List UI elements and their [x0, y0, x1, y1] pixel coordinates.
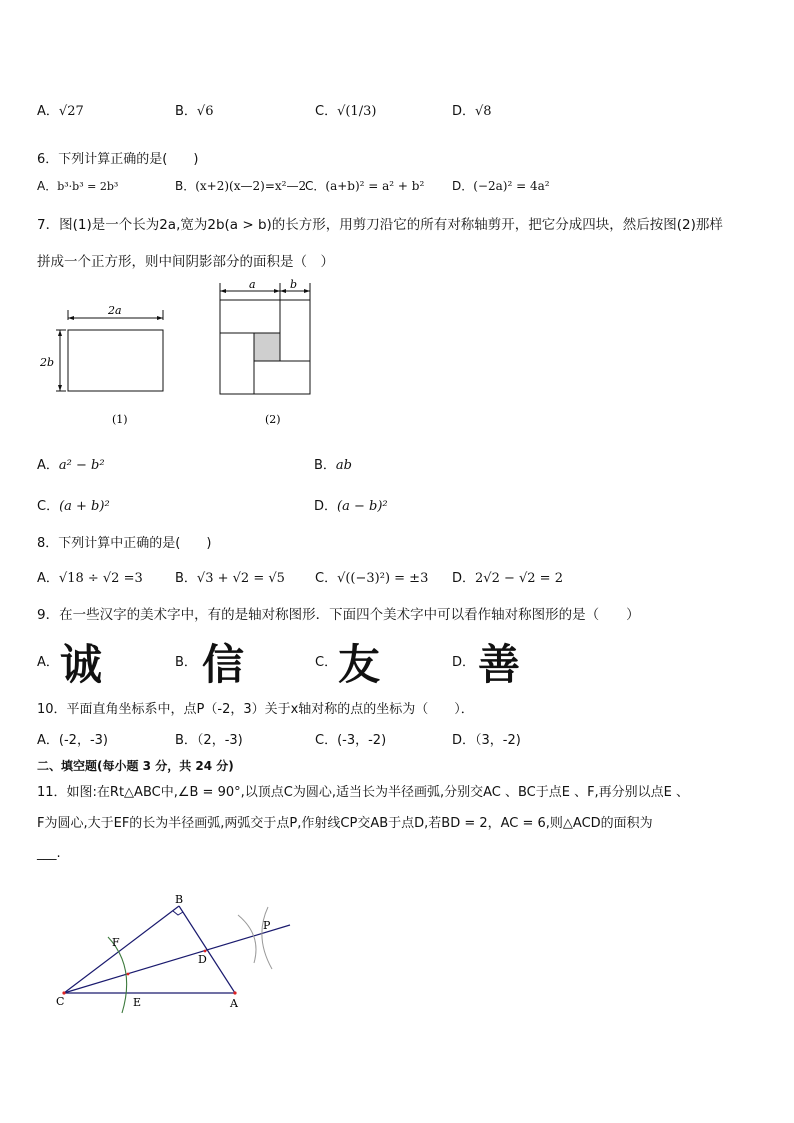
q9-option-c-char: 友 — [338, 640, 381, 689]
q11-fig-label-e: E — [133, 996, 142, 1009]
q5-option-a-math: √27 — [58, 104, 84, 119]
section-2-title: 二、填空题(每小题 3 分，共 24 分) — [37, 759, 234, 773]
fig1-top-label: 2a — [108, 304, 122, 317]
q7-stem-line1: 7．图(1)是一个长为2a,宽为2b(a > b)的长方形，用剪刀沿它的所有对称轴剪开，把它分成四块，然后按图(2)那样 — [37, 217, 723, 233]
q8-option-d: D．2√2 − √2 = 2 — [452, 571, 563, 586]
q5-option-b-math: √6 — [196, 104, 214, 119]
q8-option-c: C．√((−3)²) = ±3 — [315, 571, 429, 586]
q11-line1: 11．如图:在Rt△ABC中,∠B = 90°,以顶点C为圆心,适当长为半径画弧,分别交AC 、BC于点E 、F,再分别以点E 、 — [37, 785, 690, 800]
q11-fig-label-c: C — [56, 995, 65, 1008]
fig2-shaded-square — [254, 333, 280, 361]
q11-fig-label-a: A — [230, 997, 238, 1010]
q11-fig-label-b: B — [175, 893, 184, 906]
q11-figure — [40, 885, 310, 1025]
fig1-side-label: 2b — [40, 356, 55, 369]
q9-option-d-label: D． — [452, 655, 476, 670]
q9-option-b-label: B． — [175, 655, 197, 670]
q9-stem: 9．在一些汉字的美术字中，有的是轴对称图形．下面四个美术字中可以看作轴对称图形的是（ ） — [37, 607, 640, 623]
q6-option-c: C．(a+b)² = a² + b² — [305, 179, 425, 193]
fig2-label-a: a — [249, 278, 256, 291]
q10-option-a: A．(-2，-3) — [37, 733, 108, 748]
q11-line2: F为圆心,大于EF的长为半径画弧,两弧交于点P,作射线CP交AB于点D,若BD = 2，AC = 6,则△ACD的面积为 — [37, 816, 653, 831]
q5-option-a: A．√27 — [37, 104, 84, 119]
q11-fig-label-p: P — [263, 919, 271, 932]
q11-line3: ___. — [37, 846, 61, 861]
q11-fig-label-f: F — [112, 936, 120, 949]
q5-option-b: B．√6 — [175, 104, 214, 119]
q9-option-b-char: 信 — [202, 640, 245, 689]
q10-option-c: C．(-3，-2) — [315, 733, 387, 748]
q6-option-b: B．(x+2)(x—2)=x²—2 — [175, 179, 307, 193]
q9-option-a-char: 诚 — [60, 640, 103, 689]
q10-option-d: D．（3，-2) — [452, 733, 521, 748]
q7-option-b: B．ab — [314, 458, 352, 473]
q5-option-d: D．√8 — [452, 104, 492, 119]
q10-stem: 10．平面直角坐标系中，点P（-2，3）关于x轴对称的点的坐标为（ ）． — [37, 702, 474, 717]
q7-figure-1 — [36, 300, 176, 430]
q7-stem-line2: 拼成一个正方形，则中间阴影部分的面积是（ ） — [37, 254, 334, 270]
q9-option-d-char: 善 — [478, 640, 521, 689]
q6-option-a: A．b³·b³ = 2b³ — [37, 179, 119, 193]
fig2-caption: (2) — [265, 413, 281, 426]
q8-option-b: B．√3 + √2 = √5 — [175, 571, 285, 586]
q8-stem: 8．下列计算中正确的是( ) — [37, 536, 212, 551]
fig1-caption: (1) — [112, 413, 128, 426]
q7-option-d: D．(a − b)² — [314, 499, 388, 514]
q7-option-c: C．(a + b)² — [37, 499, 110, 514]
q7-figure-2 — [212, 278, 322, 428]
q11-fig-label-d: D — [198, 953, 207, 966]
q9-option-c-label: C． — [315, 655, 338, 670]
q5-option-d-math: √8 — [475, 104, 492, 119]
q6-option-d: D．(−2a)² = 4a² — [452, 179, 550, 193]
q5-option-c-math: √(1/3) — [337, 104, 377, 119]
q5-option-c: C．√(1/3) — [315, 104, 377, 119]
q6-stem: 6．下列计算正确的是( ) — [37, 152, 199, 167]
q9-option-a-label: A． — [37, 655, 59, 670]
q8-option-a: A．√18 ÷ √2 =3 — [37, 571, 143, 586]
fig2-label-b: b — [290, 278, 298, 291]
q10-option-b: B．（2，-3) — [175, 733, 243, 748]
q7-option-a: A．a² − b² — [37, 458, 105, 473]
